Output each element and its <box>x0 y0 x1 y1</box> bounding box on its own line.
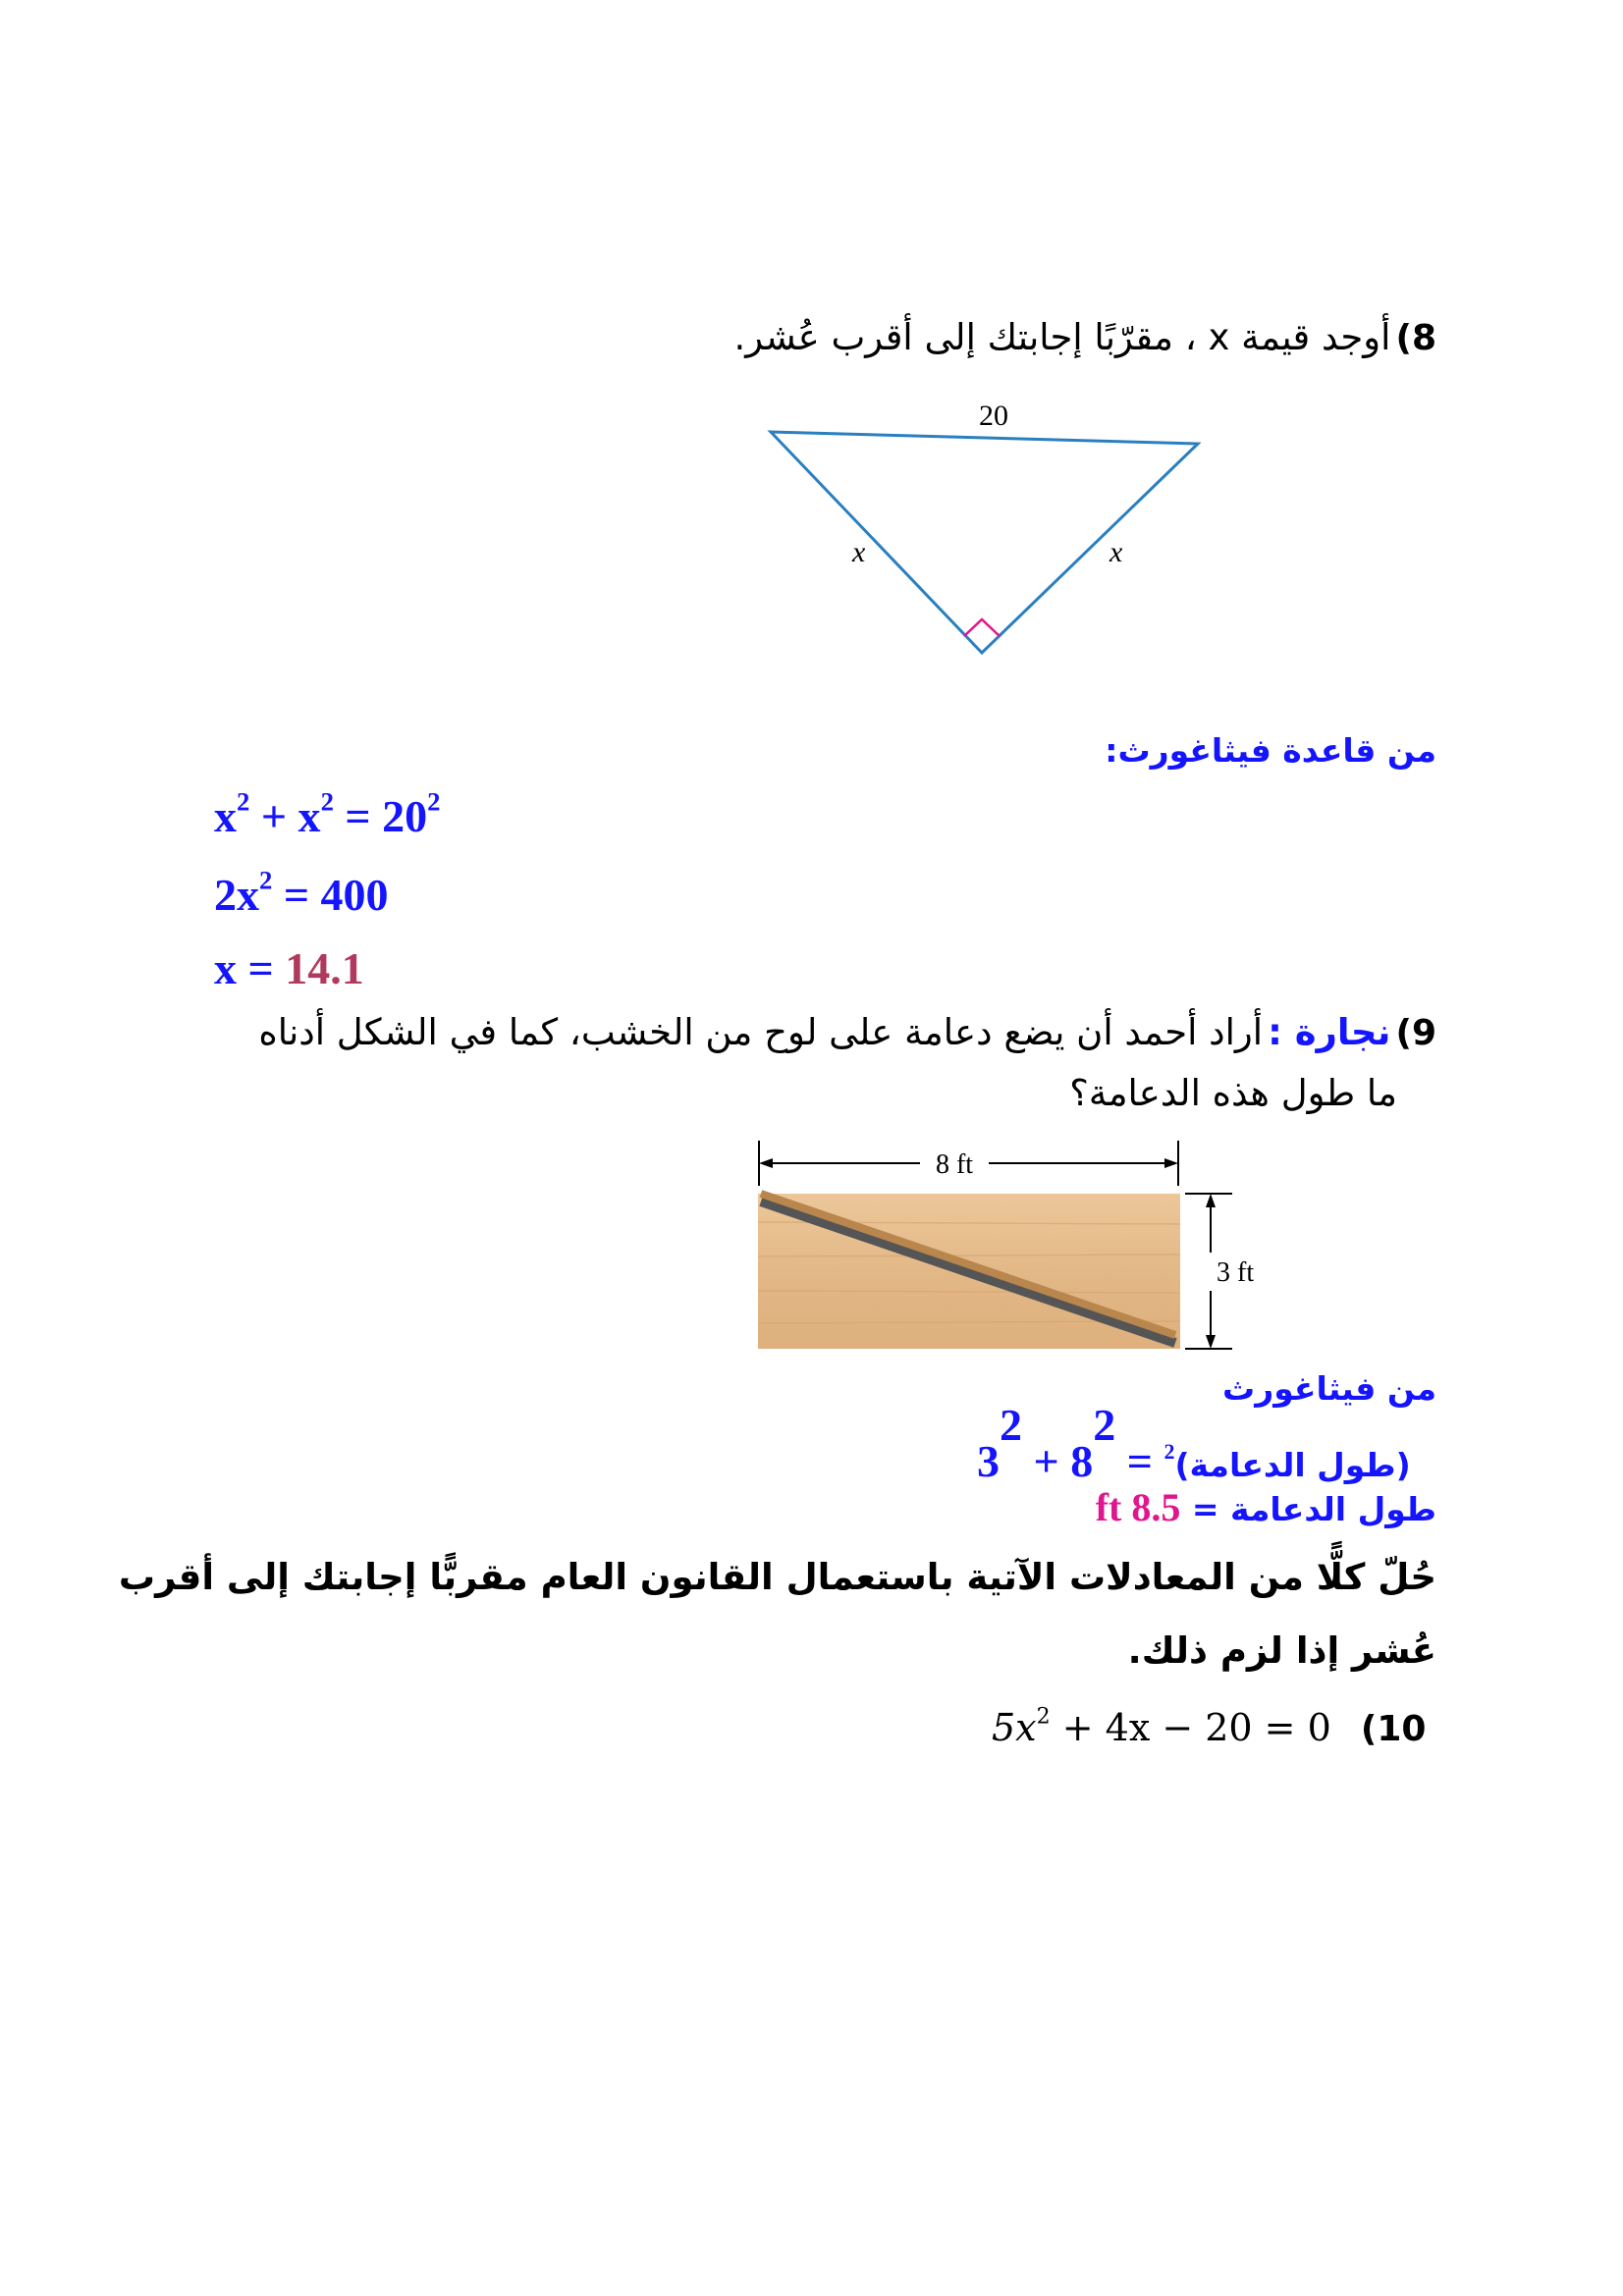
q9-board-figure <box>731 1129 1255 1355</box>
q8-solution-heading: من قاعدة فيثاغورث: <box>1105 731 1436 770</box>
brace-length-squared: (طول الدعامة) <box>1174 1445 1411 1484</box>
q9-equation-1: $3^2 + 8^2$ = $^2$(طول الدعامة) <box>977 1400 1411 1486</box>
q9-solution-heading: من فيثاغورث <box>1222 1369 1436 1408</box>
brace-length-label: طول الدعامة = <box>1180 1490 1436 1528</box>
q9-answer: ft 8.5 <box>1095 1485 1181 1529</box>
q8-equation-2: $2x^2 = 400$ <box>214 865 389 920</box>
q9-text-line-1: أراد أحمد أن يضع دعامة على لوح من الخشب، كما في الشكل أدناه <box>258 1011 1264 1053</box>
q10-number: (10 <box>1360 1709 1427 1749</box>
board-width-label: 8 ft <box>935 1149 974 1180</box>
q9-label: نجارة : <box>1268 1011 1391 1053</box>
q8-equation-1: $x^2 + x^2 = 20^2$ <box>214 786 441 841</box>
q9-number: 9) <box>1395 1013 1436 1053</box>
q8-line <box>258 316 1436 358</box>
right-isosceles-triangle <box>771 432 1198 653</box>
q10-line <box>992 1706 1426 1749</box>
q8-equation-3: x = 14.1 <box>214 943 364 993</box>
board-height-label: 3 ft <box>1217 1257 1255 1288</box>
right-angle-marker <box>964 619 1000 636</box>
q9-text-line-2: ما طول هذه الدعامة؟ <box>1069 1072 1397 1114</box>
q10-equation: $5x^2 + 4x - 20 = 0$ <box>992 1704 1331 1749</box>
instructions-line-1: حُلّ كلًّا من المعادلات الآتية باستعمال القانون العام مقربًّا إجابتك إلى أقرب <box>118 1556 1436 1598</box>
q9-line-1 <box>160 1011 1436 1053</box>
instructions-line-2: عُشر إذا لزم ذلك. <box>1127 1629 1436 1672</box>
q8-answer: 14.1 <box>285 943 364 993</box>
q8-triangle-figure <box>746 393 1217 667</box>
triangle-right-label: x <box>1109 536 1123 568</box>
triangle-left-label: x <box>852 536 866 568</box>
q9-equation-2 <box>1096 1484 1436 1530</box>
q8-number: 8) <box>1395 318 1436 358</box>
q8-text: أوجد قيمة x ، مقرّبًا إجابتك إلى أقرب عُشر. <box>733 316 1391 358</box>
triangle-top-label: 20 <box>979 400 1008 432</box>
